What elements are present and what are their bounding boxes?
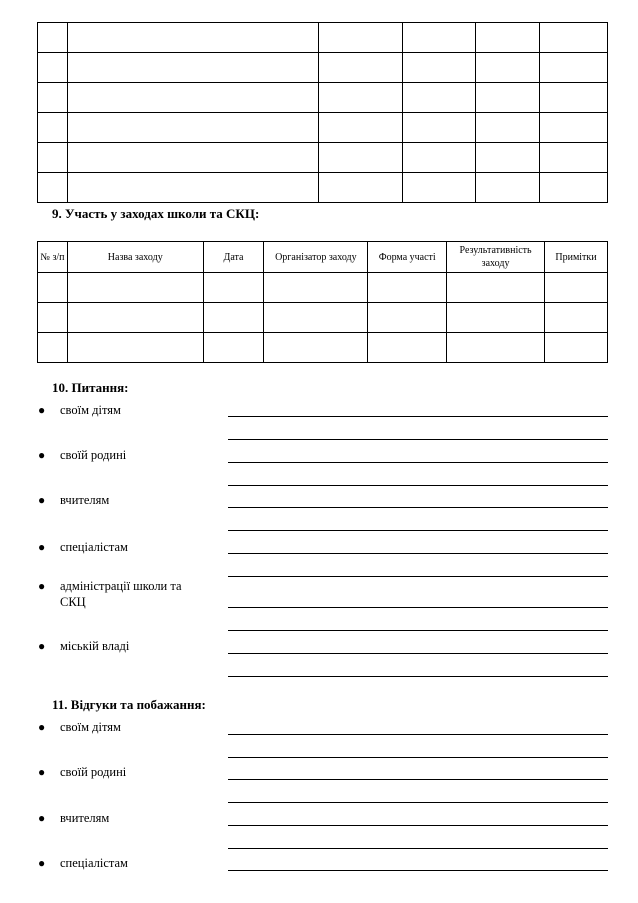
answer-line[interactable] bbox=[228, 848, 608, 849]
list-item bbox=[38, 402, 208, 418]
answer-line[interactable] bbox=[228, 734, 608, 735]
header-notes: Примітки bbox=[545, 242, 608, 273]
table-cell[interactable] bbox=[540, 173, 608, 203]
table-row bbox=[38, 303, 608, 333]
table-cell[interactable] bbox=[545, 303, 608, 333]
answer-line[interactable] bbox=[228, 779, 608, 780]
table-row bbox=[38, 173, 608, 203]
answer-line[interactable] bbox=[228, 607, 608, 608]
table-row bbox=[38, 333, 608, 363]
answer-line[interactable] bbox=[228, 676, 608, 677]
table-cell[interactable] bbox=[203, 273, 264, 303]
table-cell[interactable] bbox=[403, 53, 476, 83]
section-11-title: 11. Відгуки та побажання: bbox=[52, 697, 206, 712]
table-cell[interactable] bbox=[38, 143, 68, 173]
table-cell[interactable] bbox=[38, 53, 68, 83]
table-cell[interactable] bbox=[476, 143, 540, 173]
list-item-label: своїм дітям bbox=[60, 720, 121, 734]
table-cell[interactable] bbox=[67, 303, 203, 333]
table-cell[interactable] bbox=[67, 113, 319, 143]
table-cell[interactable] bbox=[319, 53, 403, 83]
list-item bbox=[38, 719, 208, 735]
table-cell[interactable] bbox=[67, 83, 319, 113]
list-item-label: вчителям bbox=[60, 493, 110, 507]
table-cell[interactable] bbox=[403, 173, 476, 203]
table-cell[interactable] bbox=[67, 173, 319, 203]
table-cell[interactable] bbox=[545, 333, 608, 363]
table-cell[interactable] bbox=[38, 273, 68, 303]
table-cell[interactable] bbox=[476, 23, 540, 53]
table-row bbox=[38, 53, 608, 83]
events-table bbox=[37, 241, 608, 363]
table-cell[interactable] bbox=[38, 303, 68, 333]
header-date: Дата bbox=[203, 242, 264, 273]
table-cell[interactable] bbox=[545, 273, 608, 303]
answer-line[interactable] bbox=[228, 485, 608, 486]
table-cell[interactable] bbox=[319, 83, 403, 113]
table-cell[interactable] bbox=[67, 23, 319, 53]
table-cell[interactable] bbox=[476, 83, 540, 113]
header-participation-form: Форма участі bbox=[368, 242, 447, 273]
table-cell[interactable] bbox=[203, 303, 264, 333]
table-cell[interactable] bbox=[368, 333, 447, 363]
header-event-name: Назва заходу bbox=[67, 242, 203, 273]
table-cell[interactable] bbox=[403, 23, 476, 53]
bullet-icon: ● bbox=[38, 448, 46, 462]
table-cell[interactable] bbox=[476, 173, 540, 203]
table-cell[interactable] bbox=[264, 333, 368, 363]
table-row bbox=[38, 83, 608, 113]
table-cell[interactable] bbox=[540, 83, 608, 113]
bullet-icon: ● bbox=[38, 403, 46, 417]
table-header-row bbox=[38, 242, 608, 273]
section-9-title: 9. Участь у заходах школи та СКЦ: bbox=[52, 206, 260, 221]
list-item-label: своїй родині bbox=[60, 448, 127, 462]
table-cell[interactable] bbox=[38, 23, 68, 53]
table-cell[interactable] bbox=[447, 273, 545, 303]
table-cell[interactable] bbox=[38, 113, 68, 143]
list-item bbox=[38, 578, 208, 610]
list-item bbox=[38, 447, 208, 463]
list-item-label: спеціалістам bbox=[60, 856, 128, 870]
header-number: № з/п bbox=[38, 242, 68, 273]
bullet-icon: ● bbox=[38, 639, 46, 653]
answer-line[interactable] bbox=[228, 825, 608, 826]
table-cell[interactable] bbox=[38, 333, 68, 363]
table-row bbox=[38, 23, 608, 53]
list-item bbox=[38, 810, 208, 826]
answer-line[interactable] bbox=[228, 530, 608, 531]
table-cell[interactable] bbox=[476, 53, 540, 83]
table-cell[interactable] bbox=[67, 273, 203, 303]
list-item bbox=[38, 539, 208, 555]
list-item bbox=[38, 492, 208, 508]
table-cell[interactable] bbox=[447, 303, 545, 333]
table-cell[interactable] bbox=[38, 83, 68, 113]
list-item-label: спеціалістам bbox=[60, 540, 128, 554]
section-10-title: 10. Питання: bbox=[52, 380, 129, 395]
header-result: Результативність заходу bbox=[447, 242, 545, 273]
table-cell[interactable] bbox=[476, 113, 540, 143]
answer-line[interactable] bbox=[228, 462, 608, 463]
table-cell[interactable] bbox=[368, 273, 447, 303]
bullet-icon: ● bbox=[38, 540, 46, 554]
table-cell[interactable] bbox=[319, 113, 403, 143]
list-item-label: адміністрації школи та СКЦ bbox=[60, 579, 182, 609]
table-row bbox=[38, 143, 608, 173]
table-cell[interactable] bbox=[319, 143, 403, 173]
bullet-icon: ● bbox=[38, 856, 46, 870]
list-item bbox=[38, 855, 208, 871]
table-row bbox=[38, 273, 608, 303]
answer-line[interactable] bbox=[228, 576, 608, 577]
table-cell[interactable] bbox=[319, 173, 403, 203]
table-cell[interactable] bbox=[540, 113, 608, 143]
answer-line[interactable] bbox=[228, 757, 608, 758]
list-item-label: своїм дітям bbox=[60, 403, 121, 417]
top-table bbox=[37, 22, 608, 203]
answer-line[interactable] bbox=[228, 630, 608, 631]
table-cell[interactable] bbox=[264, 273, 368, 303]
answer-line[interactable] bbox=[228, 870, 608, 871]
answer-line[interactable] bbox=[228, 802, 608, 803]
bullet-icon: ● bbox=[38, 765, 46, 779]
answer-line[interactable] bbox=[228, 653, 608, 654]
list-item-label: своїй родині bbox=[60, 765, 127, 779]
table-cell[interactable] bbox=[540, 23, 608, 53]
table-cell[interactable] bbox=[38, 173, 68, 203]
table-cell[interactable] bbox=[403, 113, 476, 143]
answer-line[interactable] bbox=[228, 507, 608, 508]
table-cell[interactable] bbox=[540, 53, 608, 83]
bullet-icon: ● bbox=[38, 811, 46, 825]
table-cell[interactable] bbox=[368, 303, 447, 333]
table-cell[interactable] bbox=[540, 143, 608, 173]
table-row bbox=[38, 113, 608, 143]
bullet-icon: ● bbox=[38, 579, 46, 593]
bullet-icon: ● bbox=[38, 493, 46, 507]
table-cell[interactable] bbox=[319, 23, 403, 53]
table-cell[interactable] bbox=[403, 143, 476, 173]
list-item-label: вчителям bbox=[60, 811, 110, 825]
table-cell[interactable] bbox=[67, 333, 203, 363]
answer-line[interactable] bbox=[228, 416, 608, 417]
table-cell[interactable] bbox=[67, 143, 319, 173]
answer-line[interactable] bbox=[228, 553, 608, 554]
table-cell[interactable] bbox=[403, 83, 476, 113]
answer-line[interactable] bbox=[228, 439, 608, 440]
list-item bbox=[38, 638, 208, 654]
table-cell[interactable] bbox=[67, 53, 319, 83]
table-cell[interactable] bbox=[203, 333, 264, 363]
table-cell[interactable] bbox=[264, 303, 368, 333]
list-item bbox=[38, 764, 208, 780]
table-cell[interactable] bbox=[447, 333, 545, 363]
header-organizer: Організатор заходу bbox=[264, 242, 368, 273]
bullet-icon: ● bbox=[38, 720, 46, 734]
list-item-label: міській владі bbox=[60, 639, 130, 653]
